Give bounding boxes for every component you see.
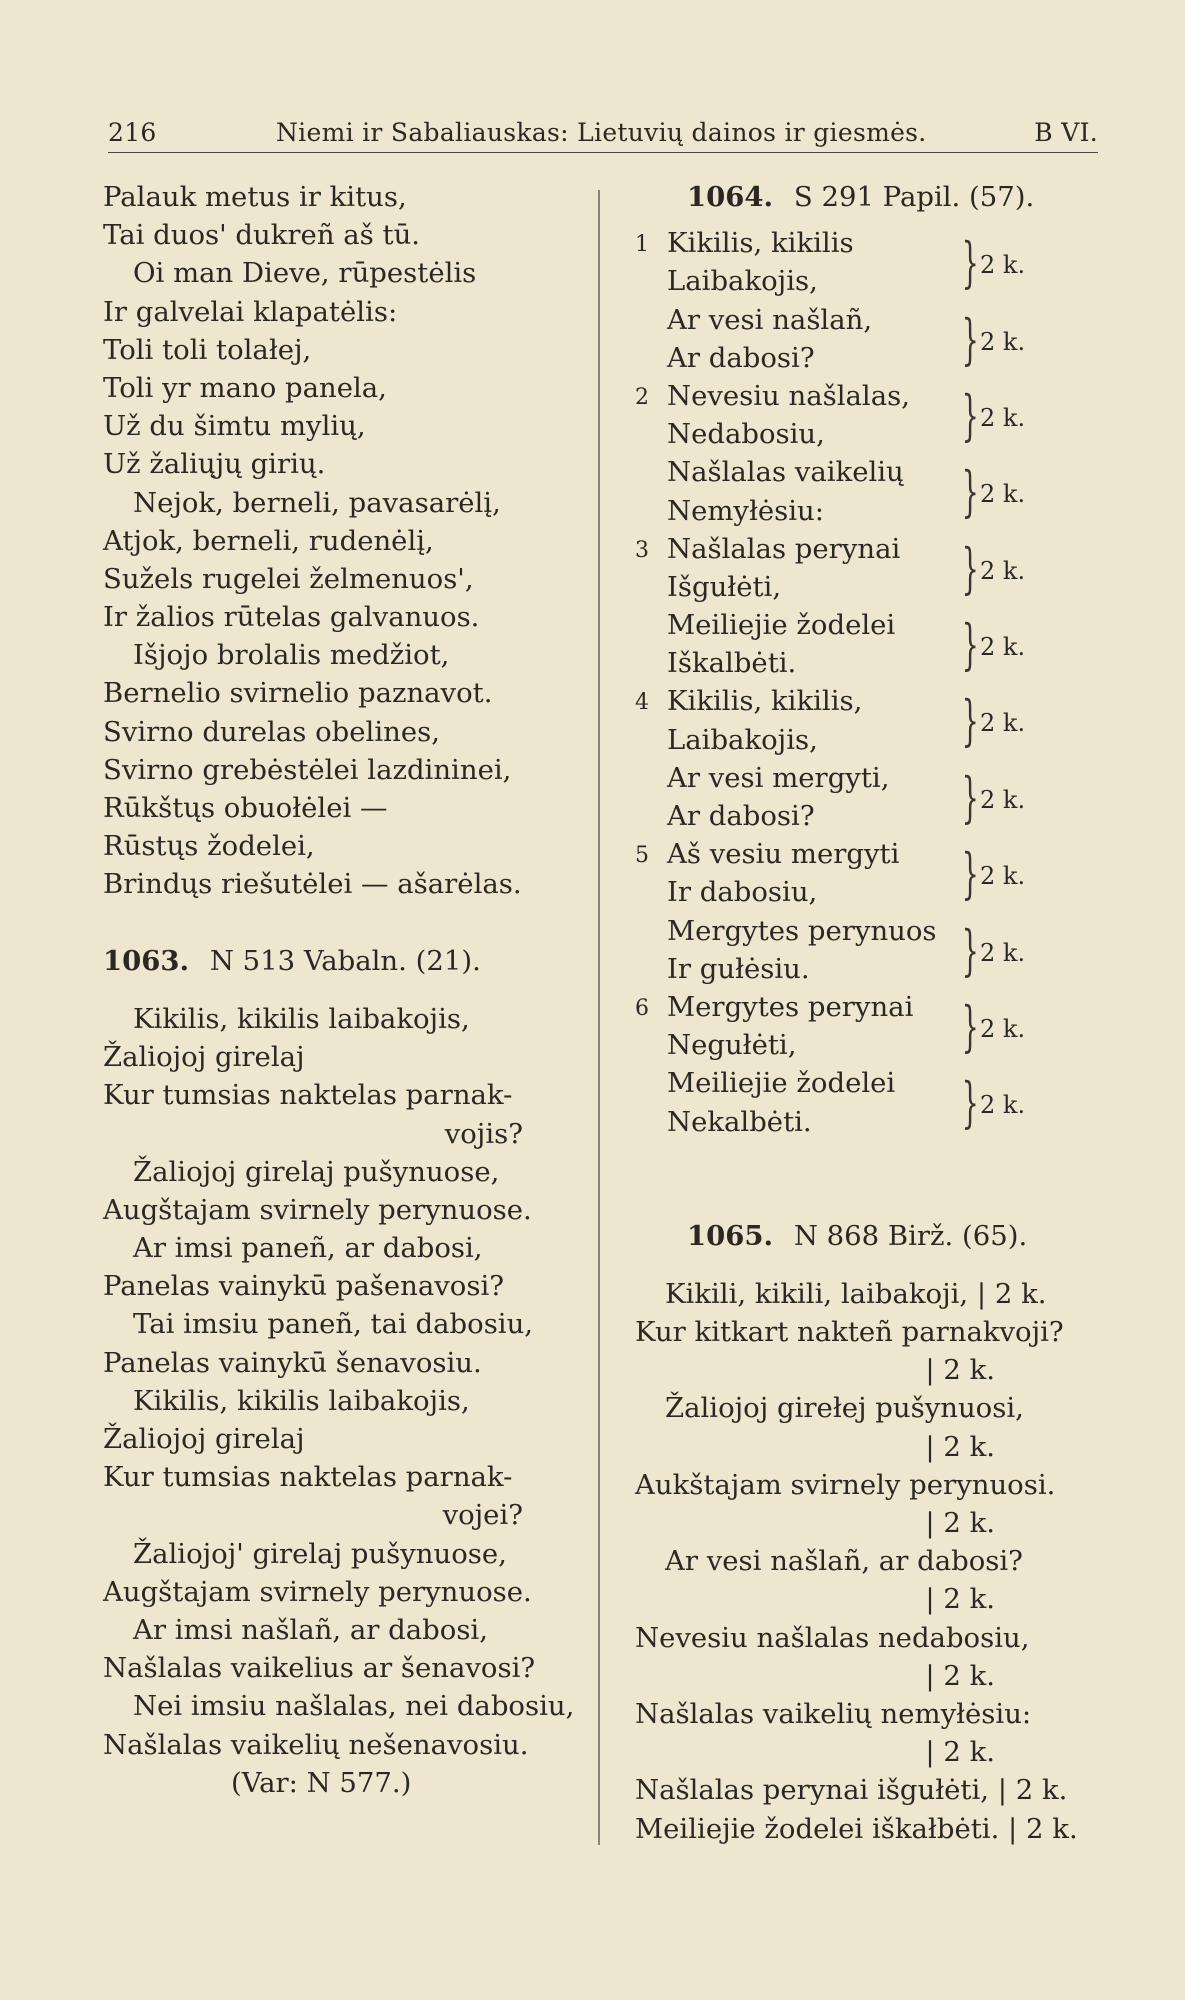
repeat-label: 2 k.: [980, 862, 1026, 891]
verse-line: Nedabosiu,: [667, 418, 825, 451]
verse-row: [635, 606, 1105, 644]
verse-row: [635, 950, 1105, 988]
repeat-label: 2 k.: [980, 251, 1026, 280]
verse-line: Meiliejie žodelei: [667, 609, 896, 642]
running-title: Niemi ir Sabaliauskas: Lietuvių dainos ir giesmės.: [276, 118, 927, 147]
repeat-brace: }: [961, 460, 979, 524]
page-number: 216: [108, 118, 157, 147]
verse-line: Nevesiu našlalas,: [667, 379, 910, 412]
verse-line: Meiliejie žodelei iškałbėti. | 2 k.: [635, 1812, 1078, 1845]
verse-row: [635, 568, 1105, 606]
verse-row: [635, 492, 1105, 530]
song-number: 1064.: [687, 181, 774, 213]
verse-line: Nemyłėsiu:: [667, 494, 825, 527]
verse-line: Mergytes perynuos: [667, 914, 937, 947]
variant-note: (Var: N 577.): [231, 1766, 412, 1799]
verse-line: Brindųs riešutėlei — ašarėlas.: [103, 868, 522, 901]
verse-row: [635, 835, 1105, 873]
verse-pair: [635, 453, 1105, 529]
verse-row: [635, 339, 1105, 377]
verse-line: Svirno durelas obelines,: [103, 715, 440, 748]
verse-pair: [635, 835, 1105, 911]
column-divider: [598, 190, 600, 1845]
verse-line: Žaliojoj girelaj: [103, 1041, 305, 1074]
verse-line: Mergytes perynai: [667, 990, 914, 1023]
verse-line: Palauk metus ir kitus,: [103, 181, 407, 213]
song-source: S 291 Papil. (57).: [793, 181, 1035, 213]
verse-line: Už žaliųjų girių.: [103, 448, 326, 481]
verse-row: [635, 644, 1105, 682]
song-1065-verses: [635, 1275, 1105, 1848]
verse-row: [635, 262, 1105, 300]
verse-line: Kur tumsias naktelas parnak-: [103, 1079, 513, 1112]
verse-line: Ar dabosi?: [667, 341, 815, 374]
verse-line: Laibakojis,: [667, 265, 818, 298]
song-source: N 868 Birž. (65).: [793, 1219, 1028, 1252]
verse-line: Tai duos' dukreñ aš tū.: [103, 219, 421, 252]
stanza-number: 3: [635, 537, 649, 563]
song-number: 1063.: [103, 944, 190, 977]
verse-line: Našlalas vaikelių nemyłėsiu:: [635, 1697, 1032, 1730]
verse-line: Atjok, berneli, rudenėlį,: [103, 524, 434, 557]
verse-line: Toli toli tolałej,: [103, 333, 312, 366]
verse-row: [635, 453, 1105, 491]
stanza-number: 5: [635, 843, 649, 869]
repeat-brace: }: [961, 842, 979, 906]
verse-line: Kur kitkart nakteñ parnakvoji?: [635, 1316, 1064, 1349]
verse-line: Žaliojoj girełej pušynuosi,: [665, 1392, 1024, 1425]
verse-row: [635, 873, 1105, 911]
verse-row: [635, 759, 1105, 797]
verse-line: Ir žalios rūtelas galvanuos.: [103, 601, 480, 634]
verse-line: Našlalas perynai išgułėti, | 2 k.: [635, 1774, 1068, 1807]
verse-pair: [635, 301, 1105, 377]
stanza-number: 4: [635, 690, 649, 716]
verse-line: Kikilis, kikilis laibakojis,: [133, 1002, 470, 1035]
song-source: N 513 Vabaln. (21).: [209, 944, 481, 977]
repeat-label: 2 k.: [980, 1014, 1026, 1043]
verse-row: [635, 530, 1105, 568]
repeat-label: 2 k.: [980, 556, 1026, 585]
verse-line: Laibakojis,: [667, 723, 818, 756]
verse-line: Ar vesi našlañ, ar dabosi?: [665, 1545, 1023, 1578]
repeat-mark: | 2 k.: [925, 1736, 995, 1769]
verse-line: Ir gułėsiu.: [667, 952, 810, 985]
verse-line: Tai imsiu paneñ, tai dabosiu,: [133, 1308, 534, 1341]
verse-row: [635, 415, 1105, 453]
repeat-brace: }: [961, 689, 979, 753]
repeat-brace: }: [961, 994, 979, 1058]
verse-line: Ar dabosi?: [667, 800, 815, 832]
verse-pair: [635, 759, 1105, 835]
verse-line: Meiliejie žodelei: [667, 1067, 896, 1100]
verse-line: Rūkštųs obuołėlei —: [103, 792, 388, 824]
verse-line: Panelas vainykū pašenavosi?: [103, 1270, 505, 1303]
verse-line: Ir galvelai klapatėlis:: [103, 295, 398, 328]
verse-pair: [635, 988, 1105, 1064]
song-heading-1063: [103, 942, 563, 980]
verse-line: Našlalas vaikelių nešenavosiu.: [103, 1728, 529, 1761]
verse-line: Toli yr mano panela,: [103, 371, 387, 404]
verse-line: Žaliojoj girelaj: [103, 1423, 305, 1455]
repeat-brace: }: [961, 307, 979, 371]
verse-pair: [635, 224, 1105, 300]
repeat-label: 2 k.: [980, 785, 1026, 814]
verse-line: Kikilis, kikilis: [667, 227, 854, 260]
verse-row: [635, 682, 1105, 720]
repeat-mark: | 2 k.: [925, 1507, 995, 1539]
repeat-brace: }: [961, 231, 979, 295]
verse-line: Aukštajam svirnely perynuosi.: [635, 1468, 1056, 1501]
repeat-brace: }: [961, 613, 979, 677]
repeat-label: 2 k.: [980, 938, 1026, 967]
verse-line: Kikilis, kikilis laibakojis,: [133, 1384, 470, 1417]
song-heading-1064: [635, 178, 1105, 216]
verse-line: Žaliojoj' girelaj pušynuose,: [133, 1537, 507, 1570]
verse-line: Kikili, kikili, laibakoji, | 2 k.: [665, 1277, 1047, 1310]
verse-line: Svirno grebėstėlei lazdininei,: [103, 753, 512, 786]
verse-line: Ar vesi mergyti,: [667, 761, 890, 794]
page-header: [108, 118, 1098, 152]
repeat-brace: }: [961, 536, 979, 600]
verse-row: [635, 797, 1105, 835]
verse-line: Sužels rugelei želmenuos',: [103, 562, 474, 595]
verse-pair: [635, 1064, 1105, 1140]
repeat-label: 2 k.: [980, 633, 1026, 662]
verse-line: vojei?: [442, 1499, 523, 1532]
verse-line: Nekalbėti.: [667, 1105, 812, 1138]
verse-line: Rūstųs žodelei,: [103, 830, 315, 863]
verse-line: vojis?: [444, 1117, 523, 1150]
stanza-number: 2: [635, 384, 649, 410]
repeat-mark: | 2 k.: [925, 1354, 995, 1387]
verse-pair: [635, 912, 1105, 988]
repeat-label: 2 k.: [980, 480, 1026, 509]
repeat-label: 2 k.: [980, 403, 1026, 432]
right-column: [635, 178, 1105, 1848]
verse-line: Kikilis, kikilis,: [667, 685, 863, 718]
repeat-mark: | 2 k.: [925, 1659, 995, 1692]
repeat-label: 2 k.: [980, 327, 1026, 356]
verse-pair: [635, 377, 1105, 453]
song-number: 1065.: [687, 1219, 774, 1252]
repeat-mark: | 2 k.: [925, 1430, 995, 1463]
verse-row: [635, 1064, 1105, 1102]
verse-line: Negułėti,: [667, 1029, 797, 1062]
verse-row: [635, 721, 1105, 759]
repeat-brace: }: [961, 1071, 979, 1135]
verse-line: Nejok, berneli, pavasarėlį,: [133, 486, 501, 519]
verse-line: Našlalas vaikelių: [667, 456, 904, 489]
verse-line: Augštajam svirnely perynuose.: [103, 1193, 532, 1226]
verse-pair: [635, 530, 1105, 606]
verse-line: Našlalas vaikelius ar šenavosi?: [103, 1652, 536, 1685]
verse-line: Ir dabosiu,: [667, 876, 818, 909]
verse-line: Žaliojoj girelaj pušynuose,: [133, 1155, 500, 1188]
verse-row: [635, 912, 1105, 950]
verse-line: Oi man Dieve, rūpestėlis: [133, 257, 477, 290]
verse-row: [635, 1026, 1105, 1064]
verse-line: Bernelio svirnelio paznavot.: [103, 677, 493, 710]
stanza-number: 6: [635, 995, 649, 1021]
verse-line: Aš vesiu mergyti: [667, 838, 900, 871]
verse-pair: [635, 606, 1105, 682]
song-heading-1065: [635, 1217, 1105, 1255]
header-rule: [108, 152, 1098, 153]
repeat-brace: }: [961, 765, 979, 829]
verse-line: Išjojo brolalis medžiot,: [133, 639, 450, 672]
verse-line: Nei imsiu našlalas, nei dabosiu,: [133, 1690, 575, 1723]
repeat-brace: }: [961, 383, 979, 447]
verse-row: [635, 988, 1105, 1026]
verse-pair: [635, 682, 1105, 758]
repeat-brace: }: [961, 918, 979, 982]
verse-row: [635, 377, 1105, 415]
verse-line: Už du šimtu mylių,: [103, 410, 366, 443]
verse-row: [635, 1103, 1105, 1141]
song-1064-verses: [635, 224, 1105, 1141]
section-mark: B VI.: [1034, 118, 1098, 147]
repeat-mark: | 2 k.: [925, 1583, 995, 1616]
verse-row: [635, 301, 1105, 339]
left-column: [103, 178, 575, 1802]
repeat-label: 2 k.: [980, 709, 1026, 738]
verse-line: Išgułėti,: [667, 570, 782, 603]
verse-row: [635, 224, 1105, 262]
verse-line: Našlalas perynai: [667, 532, 901, 565]
repeat-label: 2 k.: [980, 1091, 1026, 1120]
verse-line: Nevesiu našlalas nedabosiu,: [635, 1621, 1030, 1654]
verse-line: Panelas vainykū šenavosiu.: [103, 1346, 482, 1379]
verse-line: Augštajam svirnely perynuose.: [103, 1575, 532, 1608]
verse-line: Ar imsi našlañ, ar dabosi,: [133, 1613, 488, 1646]
verse-line: Iškalbėti.: [667, 647, 797, 680]
verse-line: Ar vesi našlañ,: [667, 303, 873, 336]
verse-line: Ar imsi paneñ, ar dabosi,: [133, 1232, 483, 1265]
stanza-number: 1: [635, 232, 649, 258]
verse-line: Kur tumsias naktelas parnak-: [103, 1461, 513, 1494]
